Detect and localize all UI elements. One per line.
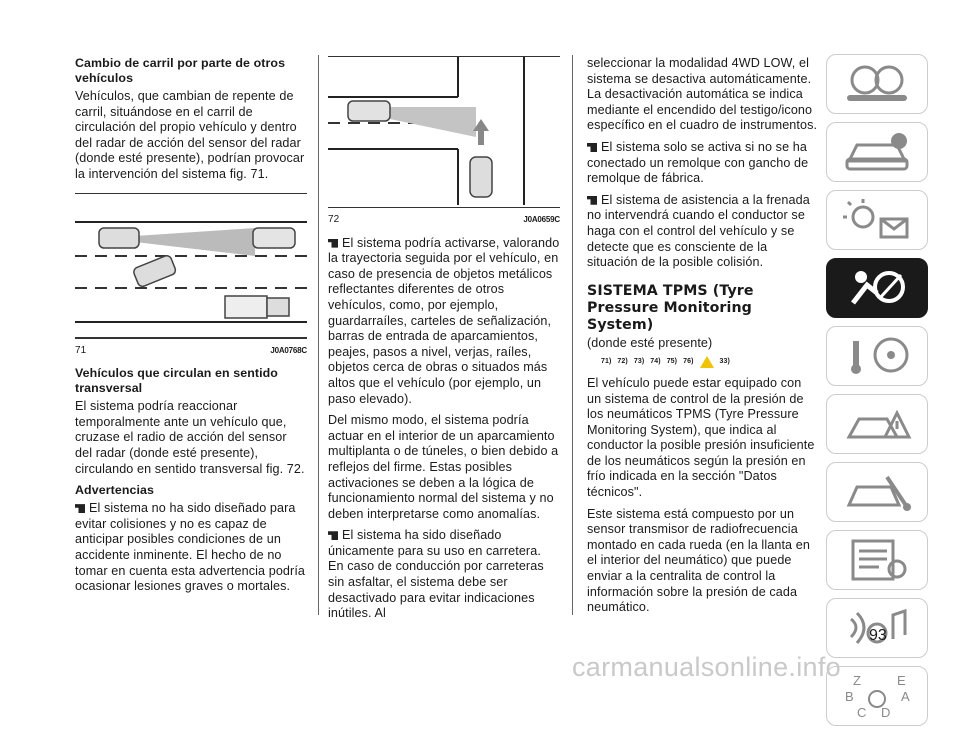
crossing-traffic-illustration (328, 57, 560, 205)
warning-paragraph: El sistema no ha sido diseñado para evitar colisiones y no es capaz de anticipar posibles condiciones de un accidente inminente. El hecho de no tomar en cuenta esta advertencia podría ocasionar lesiones graves o mortales. (75, 501, 306, 594)
column-2 (328, 56, 560, 628)
figure-number: 71 (75, 344, 87, 356)
svg-text:Z: Z (853, 673, 861, 688)
body-paragraph: Del mismo modo, el sistema podría actuar en el interior de un aparcamiento multiplanta o de túneles, o bien debido a reflejos del firme. Estas posibles activaciones se deben a la lógica de funcionamiento normal del sistema y no deben interpretarse como anomalías. (328, 413, 559, 521)
body-paragraph: Vehículos, que cambian de repente de carril, situándose en el carril de circulación del propio vehículo y dentro del radar de acción del sensor del radar (donde esté presente), podrían provocar la intervención del sistema fig. 71. (75, 89, 305, 181)
environment-warning-icon (700, 356, 714, 368)
figure-71 (75, 216, 307, 339)
column-divider (318, 55, 319, 615)
index-icon[interactable] (826, 666, 928, 726)
page-number: 93 (869, 627, 887, 644)
section-heading: Cambio de carril por parte de otros vehículos (75, 56, 286, 85)
lights-icon[interactable] (826, 190, 928, 250)
figure-72 (328, 56, 560, 208)
body-paragraph: El vehículo puede estar equipado con un sistema de control de la presión de los neumáticos TPMS (Tyre Pressure Monitoring System), que indica al conductor la posible presión insuficiente de los neumáticos según la presión en frío indicada en la sección "Datos técnicos". (587, 375, 815, 500)
warning-paragraph: El sistema podría activarse, valorando la trayectoria seguida por el vehículo, en caso de presencia de objetos metálicos reflectantes diferentes de otros vehículos, como, por ejemplo, guardarraíles, carteles de señalización, barras de entrada de aparcamientos, peajes, pasos a nivel, verjas, raíles, objetos cerca de obras o situados más altos que el vehículo (por ejemplo, un paso elevado). (328, 235, 560, 406)
column-divider (572, 55, 573, 615)
warning-paragraph: El sistema de asistencia a la frenada no intervendrá cuando el conductor se haga con el control del vehículo y se detecte que es consciente de la situación de la posible colisión. (587, 193, 819, 271)
specs-icon[interactable] (826, 530, 928, 590)
figure-caption (75, 343, 307, 359)
svg-text:C: C (857, 705, 867, 720)
lane-change-illustration (75, 216, 307, 328)
svg-text:D: D (881, 705, 891, 720)
ref-item[interactable]: 76) (683, 358, 694, 366)
ref-item[interactable]: 74) (650, 358, 661, 366)
svg-text:B: B (845, 689, 854, 704)
ref-item[interactable]: 73) (633, 358, 645, 366)
safety-icon[interactable] (826, 258, 928, 318)
body-paragraph: seleccionar la modalidad 4WD LOW, el sistema se desactiva automáticamente. La desactivación automática se indica mediante el encendido del testigo/icono específico en el cuadro de instrumentos. (587, 56, 818, 133)
figure-number: 72 (328, 214, 340, 225)
figure-code: J0A0768C (270, 345, 307, 355)
car-info-icon[interactable] (826, 122, 928, 182)
section-heading: Vehículos que circulan en sentido transversal (75, 366, 278, 396)
ref-item[interactable]: 71) (601, 358, 612, 366)
watermark: carmanualsonline.info (572, 652, 841, 682)
dashboard-icon[interactable] (826, 54, 928, 114)
reference-list (601, 354, 819, 370)
svg-text:E: E (897, 673, 906, 688)
body-paragraph: (donde esté presente) (587, 335, 713, 350)
svg-text:A: A (901, 689, 910, 704)
section-heading: Advertencias (75, 483, 155, 498)
steering-icon[interactable] (826, 326, 928, 386)
column-1 (75, 56, 307, 601)
warning-paragraph: El sistema ha sido diseñado únicamente para su uso en carretera. En caso de conducción por carreteras sin asfaltar, el sistema debe ser desactivado para evitar indicaciones inútiles. Al (328, 528, 560, 622)
figure-code: J0A0659C (523, 215, 560, 224)
maintenance-icon[interactable] (826, 462, 928, 522)
body-paragraph: Este sistema está compuesto por un sensor transmisor de radiofrecuencia montado en cada rueda (en la llanta en el interior del neumático) que puede enviar a la centralita de control la información sobre la presión de cada neumático. (587, 506, 810, 615)
ref-item[interactable]: 33) (719, 358, 730, 366)
ref-item[interactable]: 72) (617, 358, 628, 366)
body-paragraph: El sistema podría reaccionar temporalmente ante un vehículo que, cruzase el radio de acción del sensor del radar (donde esté presente), circulando en sentido transversal fig. 72. (75, 399, 305, 476)
column-3 (587, 56, 819, 622)
warning-paragraph: El sistema solo se activa si no se ha conectado un remolque con gancho de remolque de fábrica. (587, 140, 819, 187)
emergency-icon[interactable] (826, 394, 928, 454)
ref-item[interactable]: 75) (666, 358, 678, 366)
figure-caption (328, 212, 560, 228)
section-title: SISTEMA TPMS (Tyre Pressure Monitoring System) (587, 282, 754, 333)
